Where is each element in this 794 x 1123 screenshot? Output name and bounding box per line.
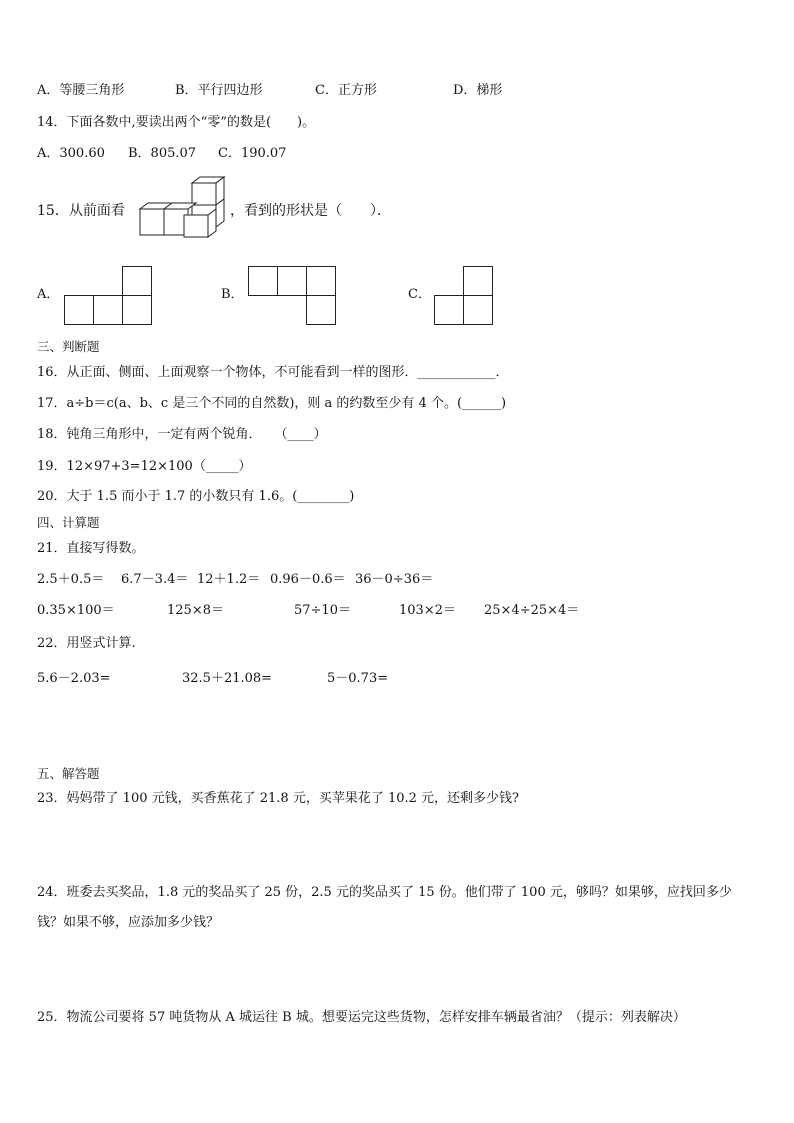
- q14-option-a: A．300.60: [37, 146, 105, 161]
- section-4-heading: 四、计算题: [37, 515, 100, 530]
- q14-stem: 14．下面各数中,要读出两个“零”的数是( )。: [37, 115, 316, 130]
- q25-text: 25．物流公司要将 57 吨货物从 A 城运往 B 城。想要运完这些货物，怎样安排车辆最省油？（提示：列表解决）: [37, 1010, 686, 1025]
- q15-b-cell: [248, 266, 278, 296]
- q21-stem: 21．直接写得数。: [37, 541, 145, 556]
- q15-c-cell: [463, 295, 493, 325]
- q20-text: 20．大于 1.5 而小于 1.7 的小数只有 1.6。(________): [37, 489, 355, 504]
- q21-item: 6.7－3.4＝: [121, 572, 189, 587]
- q22-item: 32.5＋21.08=: [182, 671, 273, 686]
- q23-text: 23．妈妈带了 100 元钱，买香蕉花了 21.8 元，买苹果花了 10.2 元，还剩多少钱?: [37, 791, 520, 806]
- q24-line1: 24．班委去买奖品，1.8 元的奖品买了 25 份，2.5 元的奖品买了 15 份。他们带了 100 元，够吗？如果够，应找回多少: [37, 885, 732, 900]
- q24-line2: 钱？如果不够，应添加多少钱？: [37, 915, 220, 930]
- q13-option-b: B．平行四边形: [175, 83, 263, 98]
- q21-item: 0.96－0.6＝: [270, 572, 346, 587]
- q13-option-a: A．等腰三角形: [37, 83, 125, 98]
- q21-item: 0.35×100＝: [37, 603, 115, 618]
- q21-item: 125×8＝: [167, 603, 224, 618]
- q15-label-a: A．: [37, 287, 60, 302]
- q13-option-d: D．梯形: [453, 83, 503, 98]
- section-5-heading: 五、解答题: [37, 766, 100, 781]
- q19-text: 19．12×97+3=12×100（_____）: [37, 459, 252, 474]
- q15-c-cell: [434, 295, 464, 325]
- q16-text: 16．从正面、侧面、上面观察一个物体，不可能看到一样的图形．____________．: [37, 365, 509, 380]
- q21-item: 2.5＋0.5＝: [37, 572, 105, 587]
- q14-option-b: B．805.07: [128, 146, 197, 161]
- q22-item: 5－0.73=: [327, 671, 389, 686]
- q15-label-b: B．: [221, 287, 244, 302]
- q15-a-cell: [122, 266, 152, 296]
- q21-item: 103×2＝: [399, 603, 456, 618]
- q15-stem-left: 15．从前面看: [37, 203, 125, 219]
- q15-c-cell: [463, 266, 493, 296]
- q15-label-c: C．: [408, 287, 431, 302]
- q15-a-cell: [64, 295, 94, 325]
- q18-text: 18．钝角三角形中，一定有两个锐角． （____）: [37, 427, 327, 442]
- q22-stem: 22．用竖式计算.: [37, 636, 136, 651]
- q15-b-cell: [306, 266, 336, 296]
- q17-text: 17．a÷b＝c(a、b、c 是三个不同的自然数)，则 a 的约数至少有 4 个。(______): [37, 396, 507, 411]
- q15-a-cell: [122, 295, 152, 325]
- q21-item: 25×4÷25×4＝: [484, 603, 580, 618]
- q14-option-c: C．190.07: [218, 146, 287, 161]
- q15-b-cell: [306, 295, 336, 325]
- q15-b-cell: [277, 266, 307, 296]
- section-3-heading: 三、判断题: [37, 339, 100, 354]
- q15-stem-right: ，看到的形状是（ ）．: [230, 203, 391, 219]
- q15-cube-stack-figure: [138, 175, 230, 239]
- q21-item: 57÷10＝: [294, 603, 351, 618]
- q21-item: 36－0÷36＝: [355, 572, 434, 587]
- q22-item: 5.6－2.03=: [37, 671, 111, 686]
- q13-option-c: C．正方形: [315, 83, 377, 98]
- q15-a-cell: [93, 295, 123, 325]
- q21-item: 12＋1.2＝: [197, 572, 261, 587]
